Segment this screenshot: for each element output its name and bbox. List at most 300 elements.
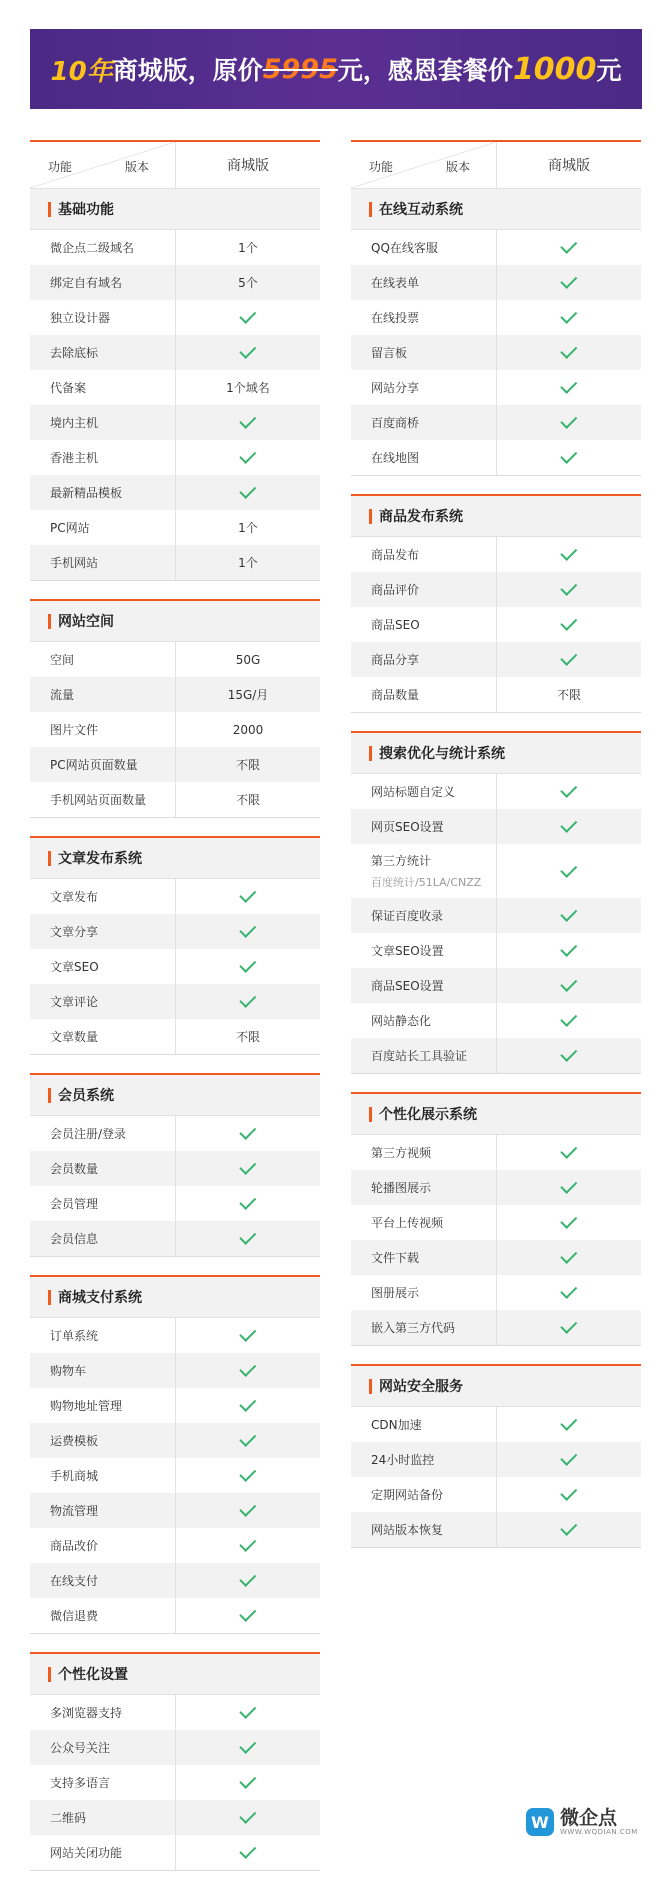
feature-section [30, 1275, 320, 1634]
feature-value-cell [497, 1170, 641, 1205]
feature-name-cell [30, 1695, 176, 1730]
feature-name: 定期网站备份 [371, 1488, 444, 1502]
check-icon [239, 1228, 256, 1245]
table-row [30, 1493, 320, 1528]
feature-value-cell [176, 782, 320, 817]
feature-name-cell [351, 440, 497, 475]
feature-value-cell [497, 607, 641, 642]
header-version-label: 版本 [445, 160, 470, 174]
table-row [30, 1458, 320, 1493]
table-row [351, 1275, 641, 1310]
feature-name: 运费模板 [50, 1434, 99, 1448]
feature-name: 图片文件 [50, 723, 99, 737]
feature-section [30, 140, 320, 581]
feature-name: 网站静态化 [371, 1014, 432, 1028]
feature-name-cell [351, 933, 497, 968]
feature-name-cell [30, 545, 176, 580]
table-row [30, 984, 320, 1019]
check-icon [560, 377, 577, 394]
check-icon [560, 237, 577, 254]
feature-value-cell [497, 898, 641, 933]
feature-name: 香港主机 [50, 451, 99, 465]
check-icon [560, 860, 577, 877]
table-row [30, 440, 320, 475]
feature-name-cell [351, 809, 497, 844]
feature-value-cell [176, 914, 320, 949]
feature-name: 第三方统计 [371, 854, 432, 868]
table-row [30, 879, 320, 914]
feature-value-cell [497, 572, 641, 607]
feature-value-cell [176, 949, 320, 984]
section-title: 商品发布系统 [351, 496, 641, 537]
feature-name: 多浏览器支持 [50, 1706, 123, 1720]
feature-name-cell [30, 510, 176, 545]
feature-name: 网页SEO设置 [371, 820, 444, 834]
feature-value-cell [176, 712, 320, 747]
feature-value-cell [176, 545, 320, 580]
feature-value-cell [497, 537, 641, 572]
feature-name-cell [30, 1730, 176, 1765]
feature-value-cell [176, 475, 320, 510]
feature-name: 手机商城 [50, 1469, 99, 1483]
feature-section [30, 836, 320, 1055]
feature-value-cell [497, 933, 641, 968]
table-row [30, 782, 320, 817]
check-icon [560, 781, 577, 798]
table-row [30, 1388, 320, 1423]
check-icon [239, 1842, 256, 1859]
feature-name: 第三方视频 [371, 1146, 432, 1160]
check-icon [560, 1484, 577, 1501]
feature-value-cell [176, 1221, 320, 1256]
section-title: 个性化展示系统 [351, 1094, 641, 1135]
check-icon [239, 1605, 256, 1622]
check-icon [560, 614, 577, 631]
header-feature-label: 功能 [369, 160, 394, 174]
feature-value-cell [497, 1135, 641, 1170]
feature-value-cell [497, 774, 641, 809]
feature-section [351, 731, 641, 1074]
check-icon [560, 975, 577, 992]
feature-name-cell [351, 844, 497, 898]
check-icon [239, 1158, 256, 1175]
check-icon [239, 1123, 256, 1140]
table-row [351, 370, 641, 405]
logo-icon: W [526, 1808, 554, 1836]
check-icon [239, 991, 256, 1008]
feature-name-cell [30, 879, 176, 914]
feature-value-cell [497, 844, 641, 898]
feature-name-cell [30, 949, 176, 984]
section-title: 商城支付系统 [30, 1277, 320, 1318]
table-row [351, 405, 641, 440]
check-icon [239, 1535, 256, 1552]
feature-name-cell [30, 1423, 176, 1458]
check-icon [560, 412, 577, 429]
table-row [351, 1135, 641, 1170]
feature-value-cell [176, 1186, 320, 1221]
feature-value-cell [176, 747, 320, 782]
feature-value-cell [176, 1800, 320, 1835]
feature-value-cell [176, 405, 320, 440]
check-icon [560, 1449, 577, 1466]
feature-value-cell [497, 1275, 641, 1310]
feature-value-cell [497, 265, 641, 300]
feature-section [351, 1092, 641, 1346]
feature-value-cell [176, 1528, 320, 1563]
feature-name-cell [30, 335, 176, 370]
section-rows [30, 1116, 320, 1256]
banner-unit-2: 元 [596, 56, 622, 85]
feature-name-cell [30, 747, 176, 782]
feature-value-cell [176, 1695, 320, 1730]
check-icon [239, 1500, 256, 1517]
header-diagonal-cell [30, 142, 176, 188]
table-row [351, 1003, 641, 1038]
feature-name: 微信退费 [50, 1609, 99, 1623]
feature-name: 文章SEO设置 [371, 944, 444, 958]
check-icon [560, 1010, 577, 1027]
feature-name: 在线表单 [371, 276, 420, 290]
banner-deal-price: 1000 [512, 51, 597, 87]
check-icon [239, 886, 256, 903]
feature-name: 商品SEO设置 [371, 979, 444, 993]
table-row [30, 1151, 320, 1186]
table-row [30, 1528, 320, 1563]
table-row [351, 774, 641, 809]
table-row [30, 265, 320, 300]
feature-name-cell [30, 1765, 176, 1800]
table-row [30, 1019, 320, 1054]
feature-value-cell [176, 335, 320, 370]
feature-name: 商品SEO [371, 618, 420, 632]
feature-name: 在线地图 [371, 451, 420, 465]
feature-section [351, 1364, 641, 1548]
feature-value-cell [176, 1116, 320, 1151]
table-row [30, 230, 320, 265]
feature-value-cell [176, 1765, 320, 1800]
feature-name: 商品数量 [371, 688, 420, 702]
feature-value-cell [176, 1730, 320, 1765]
feature-value-cell [497, 968, 641, 1003]
feature-name-cell [30, 1598, 176, 1633]
banner-edition: 商城版，原价 [112, 56, 263, 85]
feature-subtitle: 百度统计/51LA/CNZZ [371, 876, 482, 889]
feature-name-cell [351, 677, 497, 712]
feature-name-cell [30, 300, 176, 335]
feature-name-cell [351, 1442, 497, 1477]
table-row [30, 1730, 320, 1765]
check-icon [560, 905, 577, 922]
feature-name: QQ在线客服 [371, 241, 438, 255]
section-title: 个性化设置 [30, 1654, 320, 1695]
feature-value-cell [176, 1493, 320, 1528]
table-row [30, 335, 320, 370]
feature-name-cell [30, 642, 176, 677]
header-version-label: 版本 [124, 160, 149, 174]
feature-value-cell [176, 230, 320, 265]
feature-name: 嵌入第三方代码 [371, 1321, 456, 1335]
brand-logo [526, 1808, 638, 1836]
feature-value-cell [176, 510, 320, 545]
feature-value: 不限 [235, 1030, 260, 1044]
feature-name-cell [30, 1493, 176, 1528]
check-icon [560, 816, 577, 833]
feature-name: 境内主机 [50, 416, 99, 430]
check-icon [239, 447, 256, 464]
banner-unit: 元 [337, 56, 363, 85]
feature-name: 代备案 [50, 381, 87, 395]
table-row [30, 1186, 320, 1221]
feature-value-cell [497, 642, 641, 677]
feature-name-cell [351, 1205, 497, 1240]
feature-value: 15G/月 [227, 688, 269, 702]
feature-name-cell [351, 1038, 497, 1073]
feature-value-cell [176, 1318, 320, 1353]
table-row [351, 1310, 641, 1345]
feature-name-cell [351, 1407, 497, 1442]
table-row [351, 1407, 641, 1442]
feature-name: 文件下载 [371, 1251, 420, 1265]
table-row [351, 300, 641, 335]
feature-name-cell [351, 1310, 497, 1345]
feature-name-cell [30, 1221, 176, 1256]
feature-name: PC网站页面数量 [50, 758, 138, 772]
table-header [351, 142, 641, 189]
table-row [351, 572, 641, 607]
feature-name-cell [30, 405, 176, 440]
feature-value-cell [497, 1407, 641, 1442]
feature-value-cell [176, 1835, 320, 1870]
feature-value-cell [176, 265, 320, 300]
feature-name-cell [351, 1135, 497, 1170]
feature-name: 轮播图展示 [371, 1181, 432, 1195]
feature-value-cell [497, 1205, 641, 1240]
feature-value: 不限 [235, 793, 260, 807]
check-icon [239, 1430, 256, 1447]
feature-name: 独立设计器 [50, 311, 111, 325]
check-icon [239, 1702, 256, 1719]
check-icon [560, 1247, 577, 1264]
feature-value: 不限 [235, 758, 260, 772]
check-icon [560, 940, 577, 957]
check-icon [239, 956, 256, 973]
table-row [351, 335, 641, 370]
header-feature-label: 功能 [48, 160, 73, 174]
feature-name: 在线投票 [371, 311, 420, 325]
table-row [351, 1170, 641, 1205]
table-row [351, 968, 641, 1003]
check-icon [239, 412, 256, 429]
table-row [30, 1695, 320, 1730]
feature-value: 不限 [556, 688, 581, 702]
table-row [351, 440, 641, 475]
feature-name-cell [351, 1240, 497, 1275]
feature-value-cell [176, 1151, 320, 1186]
feature-name-cell [30, 1151, 176, 1186]
feature-value-cell [497, 405, 641, 440]
feature-name-cell [351, 300, 497, 335]
feature-name: 手机网站页面数量 [50, 793, 147, 807]
feature-name: 购物车 [50, 1364, 87, 1378]
table-row [30, 1221, 320, 1256]
feature-name-cell [351, 405, 497, 440]
table-row [30, 1765, 320, 1800]
feature-value: 5个 [238, 276, 258, 290]
feature-name: 空间 [50, 653, 75, 667]
feature-value-cell [497, 440, 641, 475]
check-icon [239, 1570, 256, 1587]
feature-name: 购物地址管理 [50, 1399, 123, 1413]
feature-value-cell [497, 1442, 641, 1477]
check-icon [239, 1772, 256, 1789]
table-row [30, 1353, 320, 1388]
section-title: 文章发布系统 [30, 838, 320, 879]
section-rows [30, 879, 320, 1054]
feature-name-cell [351, 537, 497, 572]
left-column [30, 140, 320, 1889]
feature-name-cell [30, 677, 176, 712]
check-icon [560, 1414, 577, 1431]
check-icon [239, 921, 256, 938]
feature-name: 文章发布 [50, 890, 99, 904]
table-row [351, 933, 641, 968]
check-icon [239, 1737, 256, 1754]
feature-name: 文章SEO [50, 960, 99, 974]
table-row [30, 949, 320, 984]
section-rows [351, 1135, 641, 1345]
feature-name: 商品分享 [371, 653, 420, 667]
check-icon [560, 1045, 577, 1062]
table-row [30, 545, 320, 580]
section-title: 网站安全服务 [351, 1366, 641, 1407]
feature-name: 绑定自有域名 [50, 276, 123, 290]
table-row [30, 747, 320, 782]
feature-value-cell [176, 879, 320, 914]
section-rows [30, 642, 320, 817]
feature-name-cell [30, 1019, 176, 1054]
check-icon [560, 579, 577, 596]
promo-banner [30, 29, 642, 109]
feature-section [351, 140, 641, 476]
feature-name: 会员数量 [50, 1162, 99, 1176]
feature-value-cell [176, 1598, 320, 1633]
feature-value-cell [176, 1388, 320, 1423]
feature-name-cell [351, 1512, 497, 1547]
feature-value: 1个 [238, 521, 258, 535]
feature-name: 手机网站 [50, 556, 99, 570]
section-rows [30, 1695, 320, 1870]
feature-name-cell [30, 1353, 176, 1388]
feature-name: 图册展示 [371, 1286, 420, 1300]
feature-name: 商品发布 [371, 548, 420, 562]
table-row [351, 844, 641, 898]
feature-name: PC网站 [50, 521, 90, 535]
feature-name-cell [351, 370, 497, 405]
section-title: 会员系统 [30, 1075, 320, 1116]
feature-value-cell [497, 677, 641, 712]
feature-name-cell [351, 230, 497, 265]
table-row [30, 1800, 320, 1835]
feature-value-cell [497, 230, 641, 265]
banner-separator: ，感恩套餐价 [362, 56, 513, 85]
check-icon [239, 1395, 256, 1412]
table-row [30, 475, 320, 510]
feature-section [30, 1652, 320, 1871]
banner-original-price: 5995 [262, 53, 338, 85]
feature-name-cell [351, 1003, 497, 1038]
feature-name-cell [30, 265, 176, 300]
feature-name: 最新精品模板 [50, 486, 123, 500]
feature-name-cell [30, 1116, 176, 1151]
feature-name: 流量 [50, 688, 75, 702]
feature-name-cell [351, 968, 497, 1003]
feature-value-cell [176, 642, 320, 677]
table-header [30, 142, 320, 189]
feature-name-cell [30, 914, 176, 949]
check-icon [239, 1325, 256, 1342]
feature-name: 去除底标 [50, 346, 99, 360]
feature-name: 订单系统 [50, 1329, 99, 1343]
feature-value: 1个 [238, 556, 258, 570]
check-icon [560, 544, 577, 561]
header-edition-label: 商城版 [548, 158, 590, 174]
feature-name: 网站分享 [371, 381, 420, 395]
feature-name-cell [30, 1528, 176, 1563]
check-icon [560, 342, 577, 359]
logo-name: 微企点 [560, 1807, 618, 1829]
check-icon [560, 1282, 577, 1299]
feature-value-cell [497, 1477, 641, 1512]
table-row [30, 1563, 320, 1598]
feature-value-cell [497, 1240, 641, 1275]
table-row [30, 712, 320, 747]
check-icon [560, 1317, 577, 1334]
feature-name-cell [351, 572, 497, 607]
feature-value: 1个 [238, 241, 258, 255]
feature-name-cell [351, 607, 497, 642]
section-rows [351, 230, 641, 475]
feature-name-cell [30, 1563, 176, 1598]
feature-name: 留言板 [371, 346, 408, 360]
section-rows [30, 1318, 320, 1633]
table-row [351, 1477, 641, 1512]
table-row [30, 914, 320, 949]
feature-name-cell [30, 1458, 176, 1493]
feature-name-cell [30, 984, 176, 1019]
feature-name: 保证百度收录 [371, 909, 444, 923]
table-row [351, 898, 641, 933]
table-row [351, 1442, 641, 1477]
feature-name: 百度商桥 [371, 416, 420, 430]
feature-value-cell [176, 1019, 320, 1054]
feature-value-cell [497, 1310, 641, 1345]
feature-name: 平台上传视频 [371, 1216, 444, 1230]
header-edition-label: 商城版 [227, 158, 269, 174]
feature-name-cell [351, 774, 497, 809]
feature-name-cell [351, 1170, 497, 1205]
table-row [30, 370, 320, 405]
table-row [351, 607, 641, 642]
check-icon [560, 649, 577, 666]
feature-name: 二维码 [50, 1811, 87, 1825]
feature-name-cell [351, 1477, 497, 1512]
header-diagonal-cell [351, 142, 497, 188]
check-icon [560, 307, 577, 324]
feature-value-cell [176, 440, 320, 475]
table-row [30, 1116, 320, 1151]
feature-name-cell [30, 1800, 176, 1835]
